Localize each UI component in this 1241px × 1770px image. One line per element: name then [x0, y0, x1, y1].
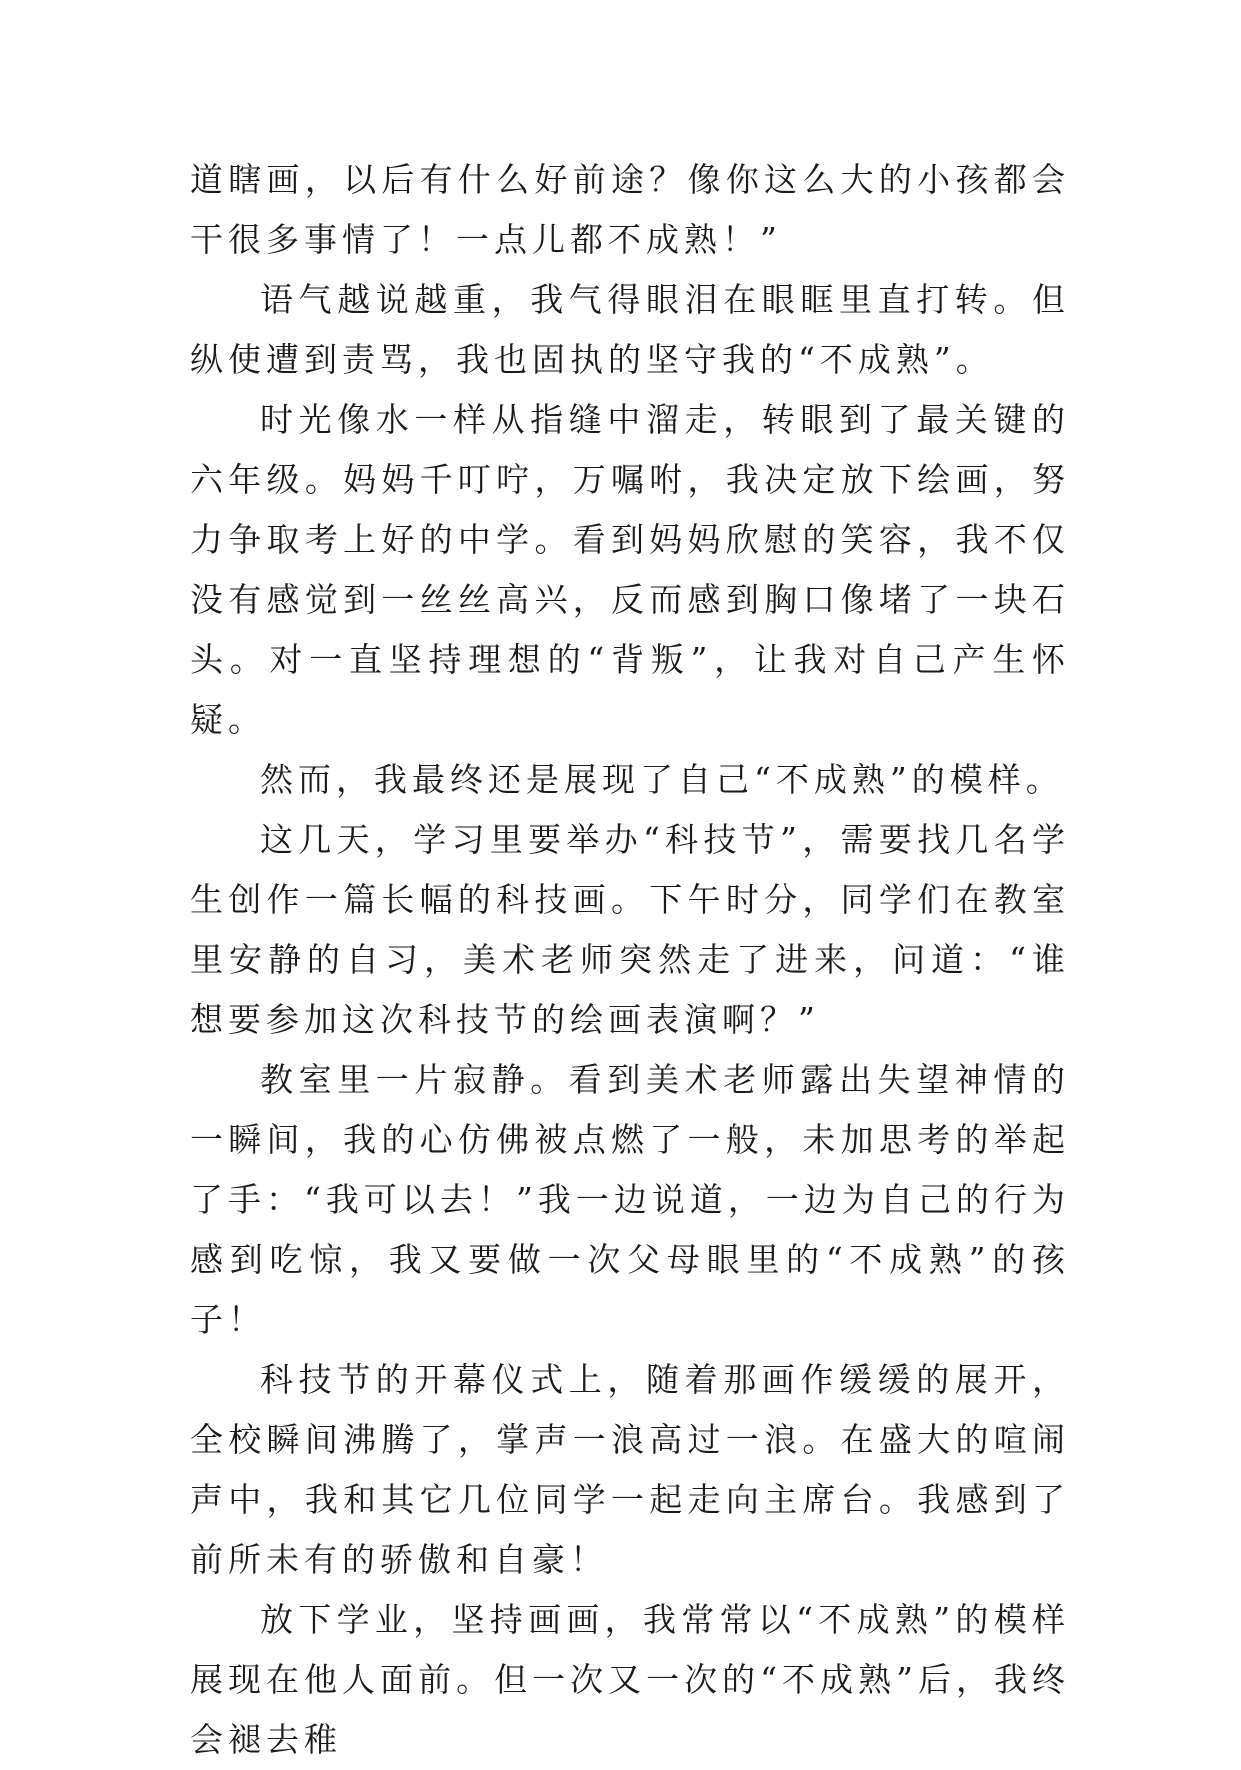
paragraph: 语气越说越重，我气得眼泪在眼眶里直打转。但纵使遭到责骂，我也固执的坚守我的“不成熟”。: [190, 280, 1070, 379]
paragraph: 然而，我最终还是展现了自己“不成熟”的模样。: [260, 760, 1064, 799]
paragraph: 科技节的开幕仪式上，随着那画作缓缓的展开，全校瞬间沸腾了，掌声一浪高过一浪。在盛大的喧闹声中，我和其它几位同学一起走向主席台。我感到了前所未有的骄傲和自豪！: [190, 1360, 1070, 1579]
paragraph: 时光像水一样从指缝中溜走，转眼到了最关键的六年级。妈妈千叮咛，万嘱咐，我决定放下绘画，努力争取考上好的中学。看到妈妈欣慰的笑容，我不仅没有感觉到一丝丝高兴，反而感到胸口像堵了一块石头。对一直坚持理想的“背叛”，让我对自己产生怀疑。: [190, 400, 1070, 739]
paragraph: 这几天，学习里要举办“科技节”，需要找几名学生创作一篇长幅的科技画。下午时分，同学们在教室里安静的自习，美术老师突然走了进来，问道：“谁想要参加这次科技节的绘画表演啊？”: [190, 820, 1070, 1039]
paragraph: 放下学业，坚持画画，我常常以“不成熟”的模样展现在他人面前。但一次又一次的“不成熟”后，我终会褪去稚: [190, 1600, 1070, 1759]
paragraph: 教室里一片寂静。看到美术老师露出失望神情的一瞬间，我的心仿佛被点燃了一般，未加思考的举起了手：“我可以去！”我一边说道，一边为自己的行为感到吃惊，我又要做一次父母眼里的“不成熟”的孩子！: [190, 1060, 1070, 1339]
document-body: [190, 150, 1070, 1770]
paragraph: 道瞎画，以后有什么好前途？像你这么大的小孩都会干很多事情了！一点儿都不成熟！”: [190, 160, 1070, 259]
